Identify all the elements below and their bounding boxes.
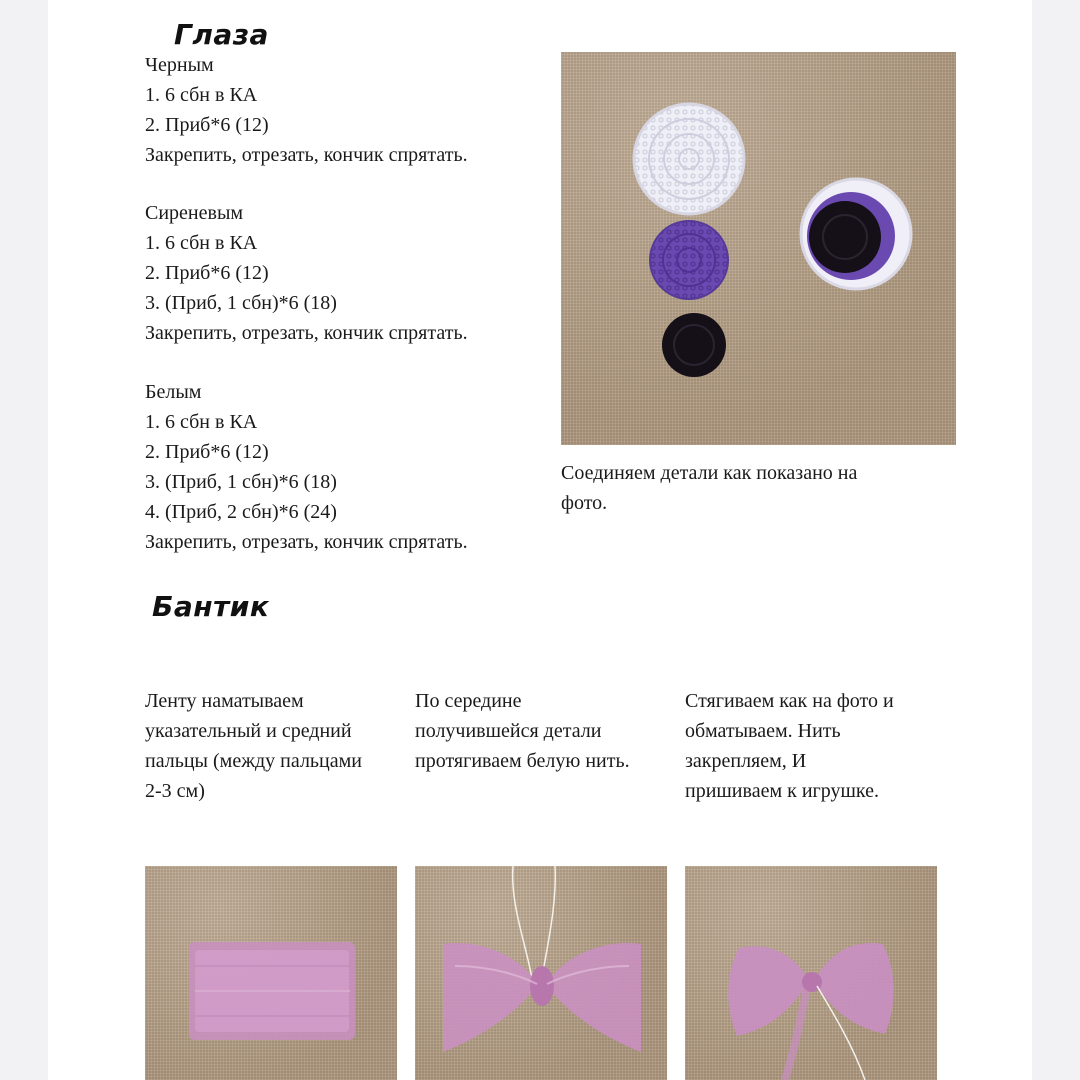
- white-row-1: 1. 6 сбн в КА: [145, 411, 258, 433]
- bow-step-3-line-1: Стягиваем как на фото и: [685, 690, 894, 712]
- pattern-page: [48, 0, 1032, 1080]
- bow-step-2-line-1: По середине: [415, 690, 522, 712]
- folded-ribbon: [189, 942, 355, 1040]
- white-crochet-circle: [634, 104, 744, 214]
- gathered-ribbon: [443, 943, 641, 1052]
- bow-step-1-line-3: пальцы (между пальцами: [145, 750, 362, 772]
- white-row-2: 2. Приб*6 (12): [145, 441, 269, 463]
- lilac-row-1: 1. 6 сбн в КА: [145, 232, 258, 254]
- bow-step-2-text: [415, 686, 670, 776]
- bow-step-2-line-2: получившейся детали: [415, 720, 602, 742]
- bow-step-3-text: [685, 686, 940, 806]
- finished-bow: [728, 943, 894, 1080]
- lilac-row-2: 2. Приб*6 (12): [145, 262, 269, 284]
- bow-step-3-line-4: пришиваем к игрушке.: [685, 780, 879, 802]
- eyes-heading: Глаза: [174, 18, 269, 51]
- bow-step-3-line-2: обматываем. Нить: [685, 720, 841, 742]
- bow-step-2-line-3: протягиваем белую нить.: [415, 750, 630, 772]
- black-finish: Закрепить, отрезать, кончик спрятать.: [145, 144, 468, 166]
- white-row-3: 3. (Приб, 1 сбн)*6 (18): [145, 471, 337, 493]
- bow-step-2-photo: [415, 866, 667, 1080]
- white-eye-instructions: [145, 377, 468, 557]
- bow-step-3-line-3: закрепляем, И: [685, 750, 807, 772]
- assembled-eye: [801, 179, 911, 289]
- eyes-photo: [561, 52, 956, 445]
- bow-step-1-line-2: указательный и средний: [145, 720, 352, 742]
- black-crochet-circle: [662, 313, 726, 377]
- white-finish: Закрепить, отрезать, кончик спрятать.: [145, 531, 468, 553]
- bow-step-3-photo: [685, 866, 937, 1080]
- lilac-crochet-circle: [650, 221, 728, 299]
- bow-step-1-text: [145, 686, 400, 806]
- bow-step-1-photo: [145, 866, 397, 1080]
- lilac-eye-instructions: [145, 198, 468, 348]
- white-row-4: 4. (Приб, 2 сбн)*6 (24): [145, 501, 337, 523]
- bow-step-1-line-1: Ленту наматываем: [145, 690, 304, 712]
- white-label: Белым: [145, 381, 202, 403]
- black-row-1: 1. 6 сбн в КА: [145, 84, 258, 106]
- black-label: Черным: [145, 54, 214, 76]
- lilac-row-3: 3. (Приб, 1 сбн)*6 (18): [145, 292, 337, 314]
- bow-step-1-line-4: 2-3 см): [145, 780, 205, 802]
- eyes-caption: [561, 458, 857, 518]
- black-eye-instructions: [145, 50, 468, 170]
- bow-heading: Бантик: [152, 590, 270, 623]
- black-row-2: 2. Приб*6 (12): [145, 114, 269, 136]
- eyes-caption-line-2: фото.: [561, 492, 608, 514]
- eyes-caption-line-1: Соединяем детали как показано на: [561, 462, 858, 484]
- lilac-finish: Закрепить, отрезать, кончик спрятать.: [145, 322, 468, 344]
- lilac-label: Сиреневым: [145, 202, 244, 224]
